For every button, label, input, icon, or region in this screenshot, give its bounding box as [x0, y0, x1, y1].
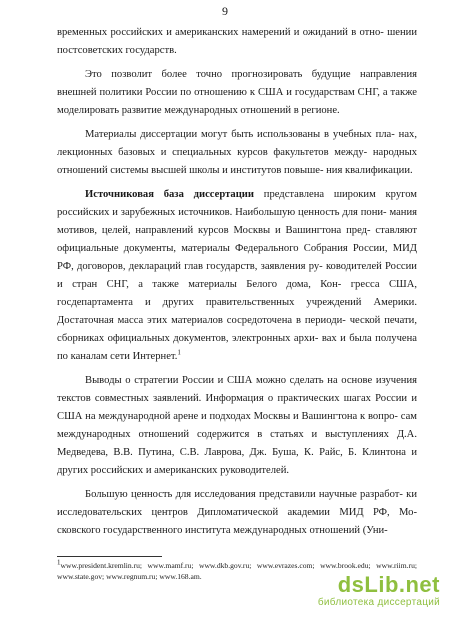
footnote-links-line-1[interactable]: www.president.kremlin.ru; www.mamf.ru; www.dkb.gov.ru; www.evrazes.com; www.brook.edu;: [60, 561, 371, 570]
paragraph-3: [57, 126, 417, 180]
footnote-mark: 1: [57, 558, 61, 567]
paragraph-5: [57, 372, 417, 480]
watermark-logo[interactable]: dsLib.net: [337, 572, 440, 597]
page-body: [57, 24, 417, 546]
paragraph-line: представлена широким кругом: [254, 189, 418, 200]
paragraph-line: и других российских и американских руководителей.: [57, 447, 417, 476]
paragraph-line: мания мотивов, целей, направлений курсов Москвы и Вашингтона пред-: [57, 207, 417, 236]
paragraph-line: Америки. Достаточная масса этих материалов сосредоточена в периоди-: [57, 297, 417, 326]
watermark[interactable]: [300, 573, 440, 613]
paragraph-line: сам международных отношений содержится в статьях и выступлениях: [57, 411, 417, 440]
watermark-caption: библиотека диссертаций: [317, 597, 440, 608]
paragraph-line: Большую ценность для исследования представили научные разработ-: [85, 489, 403, 500]
paragraph-line: ководителей России и стран СНГ, а также материалы Белого дома, Кон-: [57, 261, 417, 290]
paragraph-line: ния квалификации.: [326, 165, 413, 176]
paragraph-line: российских и зарубежных источников. Наибольшую ценность для пони-: [57, 207, 387, 218]
paragraph-line: Выводы о стратегии России и США можно сделать на основе изучения: [85, 375, 417, 386]
page-number: 9: [222, 4, 228, 18]
paragraph-line: внешней политики России по отношению к США и государствам СНГ, а: [57, 87, 388, 98]
paragraph-line: Это позволит более точно прогнозировать будущие направления: [85, 69, 417, 80]
paragraph-line: Д.А. Медведева, В.В. Путина, С.В. Лаврова, Дж. Буша, К. Райс, Б. Клинтона: [57, 429, 417, 458]
paragraph-2: [57, 66, 417, 120]
paragraph-line: гресса США, госдепартамента и других правительственных учреждений: [57, 279, 417, 308]
paragraph-4: [57, 186, 417, 366]
footnote-links-line-2[interactable]: www.riim.ru; www.state.gov; www.regnum.ru; www.168.am.: [57, 561, 417, 581]
paragraph-line: шении постсоветских государств.: [57, 27, 417, 56]
footnote-divider: [57, 556, 162, 557]
paragraph-1: [57, 24, 417, 60]
paragraph-line: временных российских и американских намерений и ожиданий в отно-: [57, 27, 384, 38]
paragraph-line: народных отношений системы высшей школы и институтов повыше-: [57, 147, 417, 176]
footnote-reference[interactable]: 1: [177, 348, 181, 357]
paragraph-line: ки исследовательских центров Дипломатической академии МИД РФ, Мо-: [57, 489, 417, 518]
paragraph-line: текстов совместных заявлений. Информация о практических шагах России и: [57, 393, 417, 404]
paragraph-line: вах и была получена по каналам сети Интернет.: [57, 333, 417, 362]
paragraph-line: России, МИД РФ, договоров, деклараций глав государств, заявления ру-: [57, 243, 417, 272]
paragraph-line: Материалы диссертации могут быть использованы в учебных пла-: [85, 129, 395, 140]
paragraph-line: сковского государственного института международных отношений (Уни-: [57, 525, 388, 536]
paragraph-line: США на международной арене и подходах Москвы и Вашингтона к вопро-: [57, 411, 398, 422]
section-heading-sources: Источниковая база диссертации: [85, 189, 255, 200]
paragraph-line: также моделировать развитие международных отношений в регионе.: [57, 87, 417, 116]
paragraph-line: ческой печати, сборниках официальных документов, электронных архи-: [57, 315, 417, 344]
paragraph-line: ставляют официальные документы, материалы Федерального Собрания: [57, 225, 418, 254]
paragraph-6: [57, 486, 417, 540]
paragraph-line: нах, лекционных базовых и специальных курсов факультетов между-: [57, 129, 417, 158]
